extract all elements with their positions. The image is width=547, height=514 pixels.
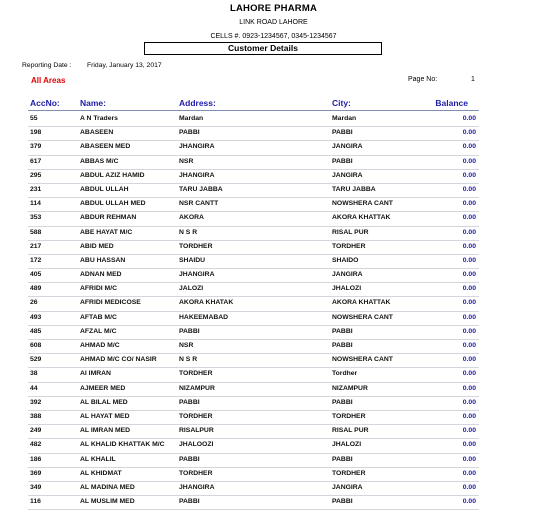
cell-address: SHAIDU (179, 256, 206, 264)
report-title: Customer Details (144, 42, 382, 55)
cell-city: JHALOZI (332, 441, 362, 449)
table-row (0, 127, 547, 141)
cell-balance: 0.00 (462, 129, 476, 137)
table-row (0, 212, 547, 226)
cell-city: PABBI (332, 398, 353, 406)
cell-accno: 485 (30, 327, 42, 335)
cell-accno: 44 (30, 384, 38, 392)
cell-accno: 379 (30, 143, 42, 151)
cell-accno: 26 (30, 299, 38, 307)
cell-accno: 482 (30, 441, 42, 449)
cell-balance: 0.00 (462, 384, 476, 392)
reporting-date-value: Friday, January 13, 2017 (87, 62, 162, 69)
cell-balance: 0.00 (462, 483, 476, 491)
cell-address: NSR CANTT (179, 200, 219, 208)
cell-address: JHANGIRA (179, 483, 215, 491)
cell-name: ADNAN MED (80, 271, 122, 279)
cell-name: ABDUL ULLAH (80, 185, 129, 193)
cell-name: ABBAS M/C (80, 157, 119, 165)
column-header-city: City: (332, 98, 351, 108)
cell-name: ABASEEN MED (80, 143, 131, 151)
company-address: LINK ROAD LAHORE (239, 19, 308, 26)
table-row (0, 425, 547, 439)
cell-address: NSR (179, 157, 194, 165)
cell-city: JHALOZI (332, 285, 362, 293)
cell-address: TORDHER (179, 370, 213, 378)
cell-name: AL HAYAT MED (80, 412, 130, 420)
cell-city: JANGIRA (332, 483, 363, 491)
cell-city: JANGIRA (332, 271, 363, 279)
cell-accno: 392 (30, 398, 42, 406)
cell-accno: 198 (30, 129, 42, 137)
cell-accno: 249 (30, 427, 42, 435)
table-row (0, 354, 547, 368)
cell-name: AHMAD M/C CO/ NASIR (80, 356, 157, 364)
cell-accno: 617 (30, 157, 42, 165)
table-row (0, 113, 547, 127)
page-number-label: Page No: (408, 76, 438, 83)
cell-balance: 0.00 (462, 313, 476, 321)
cell-address: PABBI (179, 455, 200, 463)
table-row (0, 283, 547, 297)
cell-address: AKORA (179, 214, 204, 222)
cell-city: PABBI (332, 157, 353, 165)
cell-accno: 116 (30, 498, 41, 506)
cell-balance: 0.00 (462, 469, 476, 477)
cell-city: TORDHER (332, 242, 366, 250)
cell-city: PABBI (332, 129, 353, 137)
cell-address: PABBI (179, 398, 200, 406)
cell-balance: 0.00 (462, 228, 476, 236)
cell-accno: 489 (30, 285, 42, 293)
cell-balance: 0.00 (462, 115, 476, 122)
table-row (0, 297, 547, 311)
cell-city: Tordher (332, 370, 358, 378)
cell-address: NIZAMPUR (179, 384, 215, 392)
customer-table-body (0, 113, 547, 510)
company-phones: CELLS #. 0923-1234567, 0345-1234567 (210, 33, 337, 40)
cell-city: NIZAMPUR (332, 384, 368, 392)
cell-city: JANGIRA (332, 143, 363, 151)
cell-balance: 0.00 (462, 370, 476, 378)
cell-balance: 0.00 (462, 200, 476, 208)
cell-address: N S R (179, 228, 198, 236)
cell-name: AHMAD M/C (80, 342, 120, 349)
cell-address: NSR (179, 342, 194, 349)
cell-name: AFRIDI MEDICOSE (80, 299, 141, 307)
table-row (0, 383, 547, 397)
column-header-name: Name: (80, 98, 106, 108)
table-row (0, 269, 547, 283)
cell-name: AL MUSLIM MED (80, 498, 135, 506)
cell-city: AKORA KHATTAK (332, 299, 391, 307)
cell-accno: 186 (30, 455, 42, 463)
cell-address: HAKEEMABAD (179, 313, 229, 321)
cell-city: AKORA KHATTAK (332, 214, 391, 222)
cell-name: AI IMRAN (80, 370, 111, 378)
table-row (0, 439, 547, 453)
cell-address: PABBI (179, 129, 200, 137)
cell-balance: 0.00 (462, 171, 476, 179)
cell-address: JHANGIRA (179, 171, 215, 179)
cell-accno: 388 (30, 412, 42, 420)
cell-address: JHALOOZI (179, 441, 214, 449)
cell-address: TORDHER (179, 242, 213, 250)
cell-balance: 0.00 (462, 271, 476, 279)
cell-name: AJMEER MED (80, 384, 126, 392)
cell-address: AKORA KHATAK (179, 299, 234, 307)
cell-city: NOWSHERA CANT (332, 356, 393, 364)
cell-accno: 295 (30, 171, 42, 179)
table-row (0, 496, 547, 510)
cell-balance: 0.00 (462, 242, 476, 250)
cell-name: ABDUR REHMAN (80, 214, 137, 222)
cell-name: AL KHALID KHATTAK M/C (80, 441, 165, 449)
cell-name: ABU HASSAN (80, 256, 126, 264)
cell-balance: 0.00 (462, 441, 476, 449)
cell-name: ABID MED (80, 242, 114, 250)
cell-city: PABBI (332, 327, 353, 335)
cell-accno: 353 (30, 214, 42, 222)
cell-accno: 588 (30, 228, 42, 236)
cell-balance: 0.00 (462, 342, 476, 349)
cell-name: AFTAB M/C (80, 313, 117, 321)
reporting-date-label: Reporting Date : (22, 62, 72, 69)
cell-name: ABDUL AZIZ HAMID (80, 171, 145, 179)
company-name: LAHORE PHARMA (229, 3, 318, 14)
cell-city: NOWSHERA CANT (332, 200, 393, 208)
table-row (0, 255, 547, 269)
cell-name: ABDUL ULLAH MED (80, 200, 146, 208)
cell-balance: 0.00 (462, 356, 476, 364)
cell-city: TORDHER (332, 469, 366, 477)
cell-name: AL IMRAN MED (80, 427, 131, 435)
cell-balance: 0.00 (462, 427, 476, 435)
table-row (0, 397, 547, 411)
cell-city: PABBI (332, 455, 353, 463)
table-row (0, 312, 547, 326)
cell-name: AL MADINA MED (80, 483, 135, 491)
cell-address: TARU JABBA (179, 185, 223, 193)
cell-address: JALOZI (179, 285, 204, 293)
cell-balance: 0.00 (462, 455, 476, 463)
cell-address: PABBI (179, 327, 200, 335)
cell-name: AL KHIDMAT (80, 469, 122, 477)
column-header-accno: AccNo: (30, 98, 60, 108)
table-row (0, 141, 547, 155)
table-row (0, 241, 547, 255)
cell-accno: 493 (30, 313, 42, 321)
cell-accno: 231 (30, 185, 42, 193)
cell-address: PABBI (179, 498, 200, 506)
cell-balance: 0.00 (462, 256, 476, 264)
cell-city: SHAIDO (332, 256, 359, 264)
table-row (0, 368, 547, 382)
table-row (0, 482, 547, 496)
cell-balance: 0.00 (462, 214, 476, 222)
cell-address: TORDHER (179, 469, 213, 477)
cell-balance: 0.00 (462, 143, 476, 151)
header-divider (28, 110, 479, 111)
cell-balance: 0.00 (462, 157, 476, 165)
table-row (0, 184, 547, 198)
column-header-balance: Balance (435, 98, 468, 108)
cell-city: JANGIRA (332, 171, 363, 179)
cell-accno: 405 (30, 271, 42, 279)
cell-address: JHANGIRA (179, 143, 215, 151)
page-number-value: 1 (471, 76, 475, 83)
cell-city: PABBI (332, 498, 353, 506)
cell-accno: 114 (30, 200, 41, 208)
cell-balance: 0.00 (462, 299, 476, 307)
cell-address: TORDHER (179, 412, 213, 420)
cell-address: Mardan (179, 115, 204, 122)
table-row (0, 340, 547, 354)
cell-name: A N Traders (80, 115, 118, 122)
table-row (0, 170, 547, 184)
areas-filter-label: All Areas (31, 76, 66, 85)
cell-name: AL KHALIL (80, 455, 116, 463)
cell-name: AL BILAL MED (80, 398, 128, 406)
cell-balance: 0.00 (462, 185, 476, 193)
cell-balance: 0.00 (462, 398, 476, 406)
table-row (0, 454, 547, 468)
table-row (0, 326, 547, 340)
cell-city: TARU JABBA (332, 185, 376, 193)
table-row (0, 411, 547, 425)
cell-name: AFZAL M/C (80, 327, 117, 335)
cell-city: RISAL PUR (332, 228, 369, 236)
cell-name: ABASEEN (80, 129, 114, 137)
table-row (0, 468, 547, 482)
cell-accno: 55 (30, 115, 38, 122)
cell-balance: 0.00 (462, 327, 476, 335)
cell-city: RISAL PUR (332, 427, 369, 435)
column-header-address: Address: (179, 98, 216, 108)
cell-accno: 529 (30, 356, 42, 364)
cell-city: Mardan (332, 115, 357, 122)
cell-address: RISALPUR (179, 427, 214, 435)
cell-name: ABE HAYAT M/C (80, 228, 133, 236)
table-row (0, 227, 547, 241)
cell-accno: 349 (30, 483, 42, 491)
cell-address: JHANGIRA (179, 271, 215, 279)
cell-accno: 172 (30, 256, 42, 264)
cell-address: N S R (179, 356, 198, 364)
cell-balance: 0.00 (462, 285, 476, 293)
cell-accno: 217 (30, 242, 42, 250)
cell-city: NOWSHERA CANT (332, 313, 393, 321)
cell-accno: 369 (30, 469, 42, 477)
cell-accno: 608 (30, 342, 42, 349)
cell-balance: 0.00 (462, 498, 476, 506)
cell-accno: 38 (30, 370, 38, 378)
cell-city: PABBI (332, 342, 353, 349)
cell-name: AFRIDI M/C (80, 285, 118, 293)
cell-city: TORDHER (332, 412, 366, 420)
table-row (0, 156, 547, 170)
cell-balance: 0.00 (462, 412, 476, 420)
table-row (0, 198, 547, 212)
row-divider (28, 509, 479, 510)
